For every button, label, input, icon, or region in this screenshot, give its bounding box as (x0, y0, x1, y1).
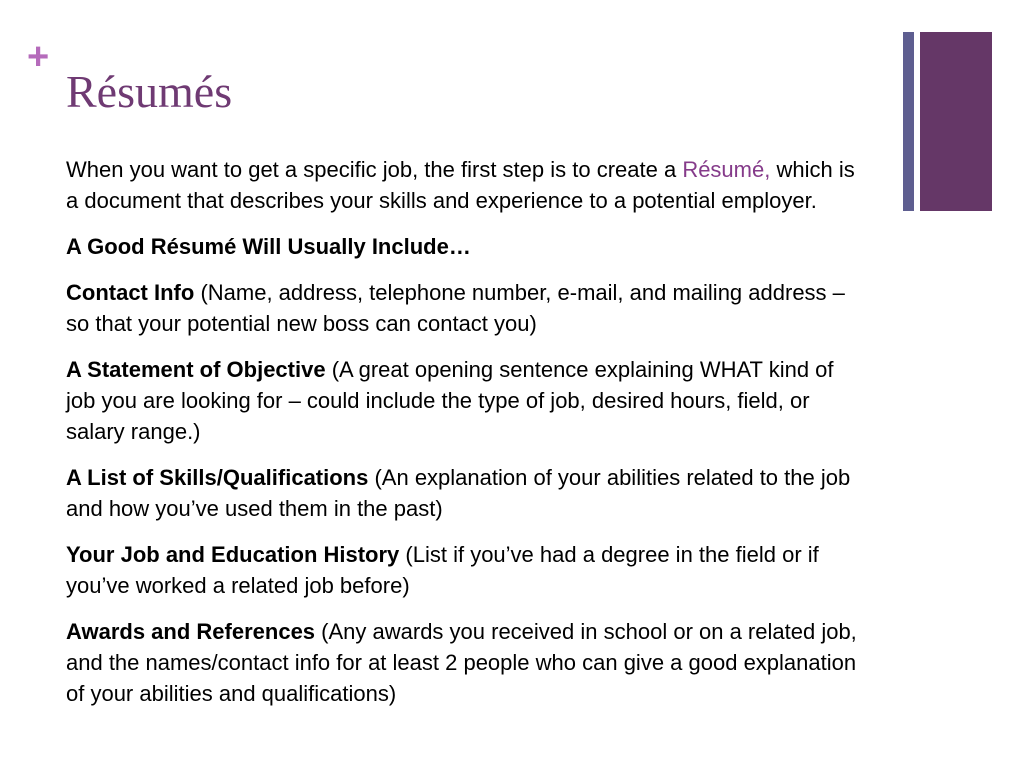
intro-text-start: When you want to get a specific job, the first step is to create a (66, 157, 683, 182)
list-item (66, 462, 866, 524)
item-description: (An explanation of your abilities related to the job and how you’ve used them in the past) (66, 465, 851, 521)
intro-text-end: which is a document that describes your skills and experience to a potential employer. (66, 157, 855, 213)
list-item (66, 354, 866, 447)
item-description: (Any awards you received in school or on a related job, and the names/contact info for at least 2 people who can give a good explanation of your abilities and qualifications) (66, 619, 857, 706)
list-item (66, 277, 866, 339)
resume-term: Résumé, (682, 157, 771, 182)
item-label: Awards and References (66, 619, 316, 644)
section-heading: A Good Résumé Will Usually Include… (66, 234, 471, 259)
item-label: Contact Info (66, 280, 195, 305)
plus-mark: + (27, 36, 50, 78)
decorative-bar-thick (920, 32, 992, 211)
intro-paragraph (66, 154, 866, 216)
item-label: A Statement of Objective (66, 357, 326, 382)
slide-title: Résumés (66, 66, 233, 117)
decorative-bar-thin (903, 32, 914, 211)
item-description: (List if you’ve had a degree in the field or if you’ve worked a related job before) (66, 542, 819, 598)
item-description: (Name, address, telephone number, e-mail, and mailing address – so that your potential new boss can contact you) (66, 280, 845, 336)
list-item (66, 539, 866, 601)
item-label: Your Job and Education History (66, 542, 400, 567)
slide-content (66, 154, 866, 724)
item-description: (A great opening sentence explaining WHAT kind of job you are looking for – could include the type of job, desired hours, field, or salary range.) (66, 357, 834, 444)
list-item (66, 616, 866, 709)
item-label: A List of Skills/Qualifications (66, 465, 369, 490)
